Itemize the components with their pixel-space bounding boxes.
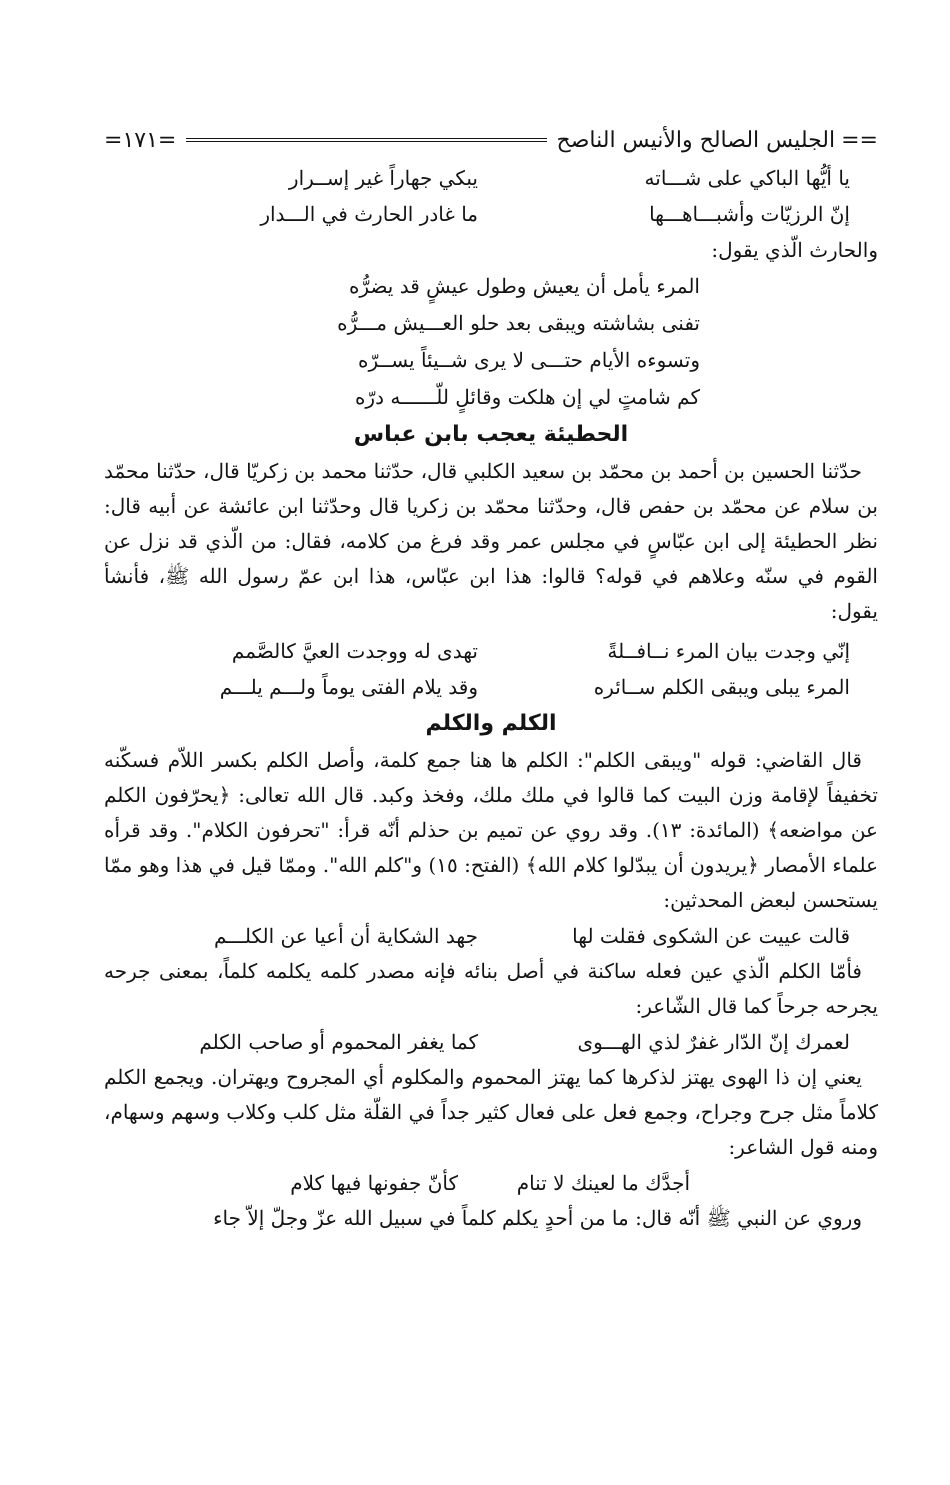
poem-line: وتسوءه الأيام حتـــى لا يرى شــيئاً يســرّه [357,348,700,372]
verse-first-hemistich: إنّ الرزيّات وأشبـــاهـــها [649,202,850,226]
poem-verse [104,1024,878,1060]
verse-first-hemistich: قالت عييت عن الشكوى فقلت لها [572,924,850,948]
poem-line: كم شامتٍ لي إن هلكت وقائلٍ للّــــــه درّه [354,385,700,409]
section-heading: الحطيئة يعجب بابن عباس [353,422,629,447]
poem-verse [104,918,878,954]
page-body [104,160,878,1236]
poem-verse [104,196,878,232]
verse-second-hemistich: تهدى له ووجدت العيَّ كالصَّمم [231,639,478,663]
book-title: الجليس الصالح والأنيس الناصح [556,127,836,153]
header-rule [186,138,546,142]
verse-first-hemistich: يا أيُّها الباكي على شـــاته [644,166,850,190]
paragraph: قال القاضي: قوله "ويبقى الكلم": الكلم ها هنا جمع كلمة، وأصل الكلم بكسر اللاّم فسكّنه تخفيفاً لإقامة وزن البيت كما قالوا في ملك ملك، وفخذ وكبد. قال الله تعالى: ﴿يحرّفون الكلم عن مواضعه﴾ (المائدة: ١٣). وقد روي عن تميم بن حذلم أنّه قرأ: "تحرفون الكلام". وقد قرأه علماء الأمصار ﴿يريدون أن يبدّلوا كلام الله﴾ (الفتح: ١٥) و"كلم الله". وممّا قيل في هذا وهو ممّا يستحسن لبعض المحدثين: [104,748,878,912]
paragraph: فأمّا الكلم الّذي عين فعله ساكنة في أصل بنائه فإنه مصدر كلمه يكلمه كلماً، بمعنى جرحه يجرحه جرحاً كما قال الشّاعر: [104,959,878,1018]
verse-second-hemistich: كما يغفر المحموم أو صاحب الكلم [199,1030,478,1054]
verse-second-hemistich: يبكي جهاراً غير إســرار [288,166,478,190]
section-heading: الكلم والكلم [425,711,557,736]
verse-first-hemistich: المرء يبلى ويبقى الكلم ســائره [593,675,850,699]
verse-second-hemistich: وقد يلام الفتى يوماً ولـــم يلـــم [219,675,478,699]
poem-line: تفنى بشاشته ويبقى بعد حلو العـــيش مـــرُّه [337,311,700,335]
paragraph: حدّثنا الحسين بن أحمد بن محمّد بن سعيد الكلبي قال، حدّثنا محمد بن زكريّا قال، حدّثنا محمّد بن سلام عن محمّد بن حفص قال، وحدّثنا محمّد بن زكريا قال وحدّثنا ابن عائشة عن أبيه قال: نظر الحطيئة إلى ابن عبّاسٍ في مجلس عمر وقد فرغ من كلامه، فقال: من الّذي قد نزل عن القوم في سنّه وعلاهم في قوله؟ قالوا: هذا ابن عبّاس، هذا ابن عمّ رسول الله ﷺ، فأنشأ يقول: [104,459,878,623]
poem-verse [104,633,878,669]
verse-first-hemistich: أجدَّك ما لعينك لا تنام [516,1171,690,1195]
poem-verse [104,1165,878,1201]
poem-verse [104,669,878,705]
header-dash: == [841,127,878,153]
page-number: =١٧١= [104,127,177,153]
poem-line: المرء يأمل أن يعيش وطول عيشٍ قد يضرُّه [348,274,700,298]
verse-second-hemistich: كأنّ جفونها فيها كلام [290,1171,458,1195]
intro-line: والحارث الّذي يقول: [711,238,878,262]
verse-first-hemistich: لعمرك إنّ الدّار غفرٌ لذي الهـــوى [577,1030,850,1054]
paragraph: وروي عن النبي ﷺ أنّه قال: ما من أحدٍ يكلم كلماً في سبيل الله عزّ وجلّ إلاّ جاء [213,1206,862,1230]
paragraph: يعني إن ذا الهوى يهتز لذكرها كما يهتز المحموم والمكلوم أي المجروح ويهتران. ويجمع الكلم كلاماً مثل جرح وجراح، وجمع فعل على فعال كثير جداً في القلّة مثل كلب وكلاب وسهم وسهام، ومنه قول الشاعر: [104,1065,878,1159]
poem-verse [104,160,878,196]
verse-first-hemistich: إنّي وجدت بيان المرء نــافــلةً [607,639,850,663]
verse-second-hemistich: جهد الشكاية أن أعيا عن الكلـــم [213,924,478,948]
running-header [104,118,878,162]
verse-second-hemistich: ما غادر الحارث في الـــدار [260,202,478,226]
